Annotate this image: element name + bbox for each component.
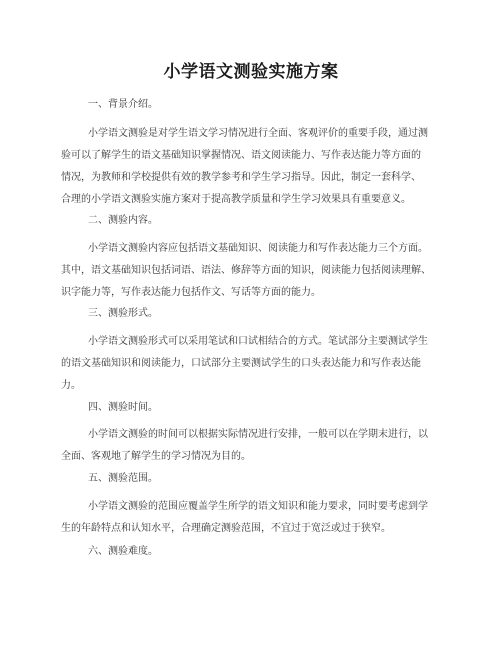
paragraph-line: 小学语文测验的时间可以根据实际情况进行安排，一般可以在学期末进行，以	[88, 429, 428, 440]
paragraph-line: 合理的小学语文测验实施方案对于提高教学质量和学生学习效果具有重要意义。	[61, 194, 411, 205]
paragraph-line: 小学语文测验形式可以采用笔试和口试相结合的方式。笔试部分主要测试学生	[88, 336, 428, 347]
section-paragraph-content	[61, 242, 451, 308]
document-title: 小学语文测验实施方案	[163, 62, 339, 82]
section-heading-time: 四、测验时间。	[88, 402, 158, 413]
section-heading-content: 二、测验内容。	[88, 215, 158, 226]
paragraph-line: 验可以了解学生的语文基础知识掌握情况、语文阅读能力、写作表达能力等方面的	[61, 150, 421, 161]
paragraph-line: 小学语文测验是对学生语文学习情况进行全面、客观评价的重要手段，通过测	[88, 128, 428, 139]
paragraph-line: 识字能力等，写作表达能力包括作文、写话等方面的能力。	[61, 287, 321, 298]
section-heading-format: 三、测验形式。	[88, 308, 158, 319]
paragraph-line: 小学语文测验的范围应覆盖学生所学的语文知识和能力要求，同时要考虑到学	[88, 501, 428, 512]
paragraph-line: 生的年龄特点和认知水平，合理确定测验范围，不宜过于宽泛或过于狭窄。	[61, 523, 391, 534]
section-paragraph-time	[61, 428, 451, 472]
section-paragraph-format	[61, 335, 451, 401]
section-paragraph-background	[61, 127, 451, 215]
section-heading-background: 一、背景介绍。	[88, 99, 158, 110]
paragraph-line: 情况，为教师和学校提供有效的教学参考和学生学习指导。因此，制定一套科学、	[61, 172, 421, 183]
section-heading-difficulty: 六、测验难度。	[88, 546, 158, 557]
paragraph-line: 其中，语文基础知识包括词语、语法、修辞等方面的知识，阅读能力包括阅读理解、	[61, 265, 431, 276]
paragraph-line: 力。	[61, 380, 81, 391]
section-paragraph-scope	[61, 500, 451, 544]
paragraph-line: 的语文基础知识和阅读能力，口试部分主要测试学生的口头表达能力和写作表达能	[61, 358, 421, 369]
paragraph-line: 小学语文测验内容应包括语文基础知识、阅读能力和写作表达能力三个方面。	[88, 243, 428, 254]
paragraph-line: 全面、客观地了解学生的学习情况为目的。	[61, 451, 251, 462]
section-heading-scope: 五、测验范围。	[88, 473, 158, 484]
